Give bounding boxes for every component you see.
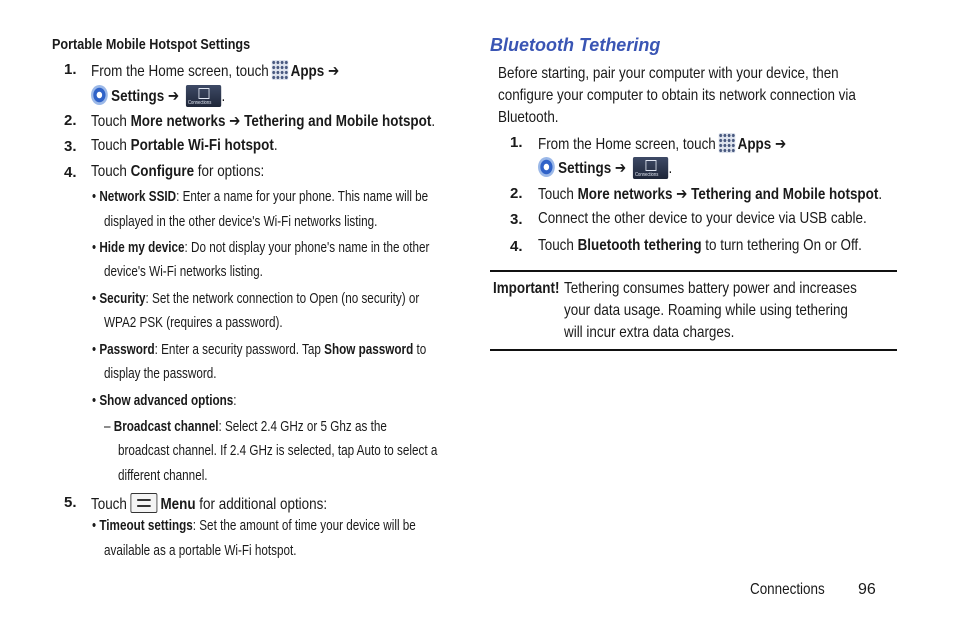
footer-section: Connections (750, 581, 825, 598)
apps-icon (718, 133, 735, 153)
important-bottom-rule (490, 349, 897, 351)
settings-gear-icon (538, 157, 555, 177)
important-top-rule (490, 270, 897, 272)
page-number: 96 (858, 581, 876, 598)
section-heading: Portable Mobile Hotspot Settings (52, 36, 251, 53)
connections-icon: Connections (186, 85, 221, 107)
menu-icon (130, 493, 157, 513)
settings-gear-icon (91, 85, 108, 105)
connections-icon: Connections (633, 157, 668, 179)
section-title: Bluetooth Tethering (490, 35, 661, 55)
apps-icon (271, 60, 288, 80)
